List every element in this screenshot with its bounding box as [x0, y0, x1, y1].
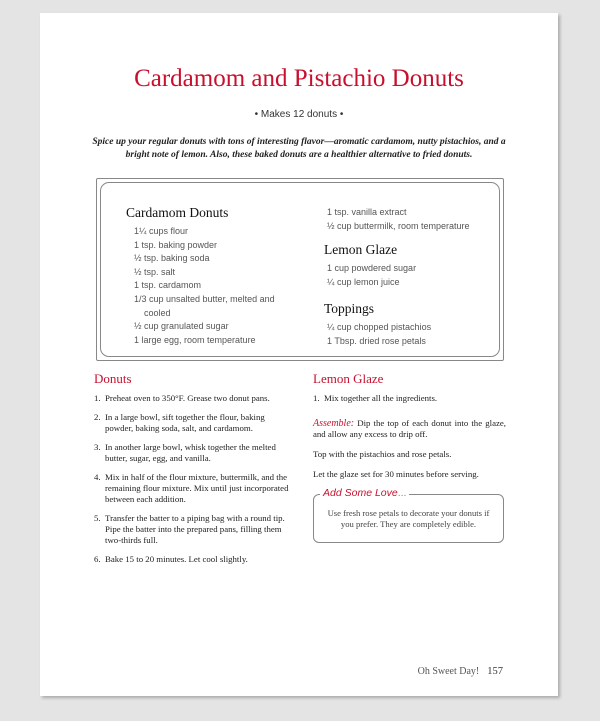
step-text: In another large bowl, whisk together the melted butter, sugar, egg, and vanilla. — [105, 442, 276, 463]
step-text: Transfer the batter to a piping bag with a round tip. Pipe the batter into the prepared pans, filling them two-thirds full. — [105, 513, 285, 545]
tip-box — [313, 487, 504, 543]
ingredient-item: 1¼ cups flour — [134, 226, 189, 236]
step-number: 1. — [94, 393, 101, 403]
recipe-yield: • Makes 12 donuts • — [254, 109, 344, 120]
ingredient-item: 1 large egg, room temperature — [134, 334, 256, 345]
step-number: 2. — [94, 412, 101, 422]
ingredients-inner-frame — [100, 182, 500, 357]
instruction-step — [94, 472, 293, 505]
ingredient-item: ¼ cup chopped pistachios — [327, 322, 432, 333]
instruction-step — [94, 513, 293, 546]
ingredients-left-column — [126, 205, 275, 347]
page-footer — [418, 666, 503, 677]
ingredient-item: ½ cup buttermilk, room temperature — [327, 220, 470, 231]
glaze-ingredients-heading: Lemon Glaze — [324, 242, 398, 258]
topping-paragraph: Top with the pistachios and rose petals. — [313, 449, 452, 459]
instruction-step — [94, 393, 293, 404]
step-text: Mix together all the ingredients. — [324, 393, 438, 403]
recipe-intro: Spice up your regular donuts with tons of interesting flavor—aromatic cardamom, nutty pistachios, and a bright note of lemon. Also, these baked donuts are a healthier alternative to fried donuts. — [92, 137, 506, 160]
step-text: Bake 15 to 20 minutes. Let cool slightly. — [105, 554, 248, 564]
ingredients-right-column — [324, 206, 470, 349]
ingredient-item: 1/3 cup unsalted butter, melted and — [134, 293, 275, 304]
glaze-set-paragraph: Let the glaze set for 30 minutes before serving. — [313, 469, 479, 479]
ingredient-item: ¼ cup lemon juice — [327, 276, 400, 287]
book-title: Oh Sweet Day! — [417, 666, 480, 677]
step-text: In a large bowl, sift together the flour, baking powder, baking soda, salt, and cardamom. — [105, 412, 265, 433]
ingredient-item: ½ cup granulated sugar — [134, 321, 229, 332]
toppings-ingredients-heading: Toppings — [324, 301, 375, 317]
tip-title — [320, 487, 409, 499]
assemble-paragraph — [313, 418, 506, 440]
ingredient-item: ½ tsp. baking soda — [134, 253, 210, 264]
ingredient-item: 1 cup powdered sugar — [327, 263, 417, 274]
tip-text: Use fresh rose petals to decorate your donuts if you prefer. They are completely edible. — [327, 508, 490, 529]
instruction-step — [94, 412, 293, 434]
page-number: 157 — [487, 666, 503, 677]
instruction-step — [94, 442, 293, 464]
ingredient-item: 1 tsp. vanilla extract — [327, 207, 407, 217]
instruction-step — [94, 554, 293, 565]
step-number: 3. — [94, 442, 101, 452]
donut-instructions-heading: Donuts — [94, 371, 132, 386]
ingredient-item: ½ tsp. salt — [134, 266, 176, 277]
assemble-text: Dip the top of each donut into the glaze, and allow any excess to drip off. — [313, 418, 506, 439]
donuts-ingredients-heading: Cardamom Donuts — [126, 205, 229, 220]
glaze-instructions — [313, 371, 506, 543]
recipe-title: Cardamom and Pistachio Donuts — [134, 65, 464, 92]
step-number: 5. — [94, 513, 101, 523]
ingredient-item: 1 tsp. cardamom — [134, 280, 202, 291]
ingredient-item: 1 Tbsp. dried rose petals — [327, 335, 426, 346]
ingredient-item-continued: cooled — [144, 307, 171, 318]
assemble-label: Assemble: — [313, 418, 355, 429]
tip-title-text: Add Some Love — [323, 487, 398, 499]
recipe-page — [40, 13, 558, 696]
donut-instructions — [94, 371, 293, 573]
step-number: 4. — [94, 472, 101, 482]
step-text: Mix in half of the flour mixture, buttermilk, and the remaining flour mixture. Mix until just incorporated between each addition. — [105, 472, 289, 504]
glaze-instructions-heading: Lemon Glaze — [313, 371, 384, 386]
ingredients-box — [96, 178, 504, 361]
ingredient-item: 1 tsp. baking powder — [134, 239, 218, 250]
step-number: 6. — [94, 554, 101, 564]
step-number: 1. — [313, 393, 320, 403]
step-text: Preheat oven to 350°F. Grease two donut pans. — [105, 393, 270, 403]
instruction-step — [313, 393, 506, 404]
tip-title-dots: ... — [397, 487, 407, 499]
